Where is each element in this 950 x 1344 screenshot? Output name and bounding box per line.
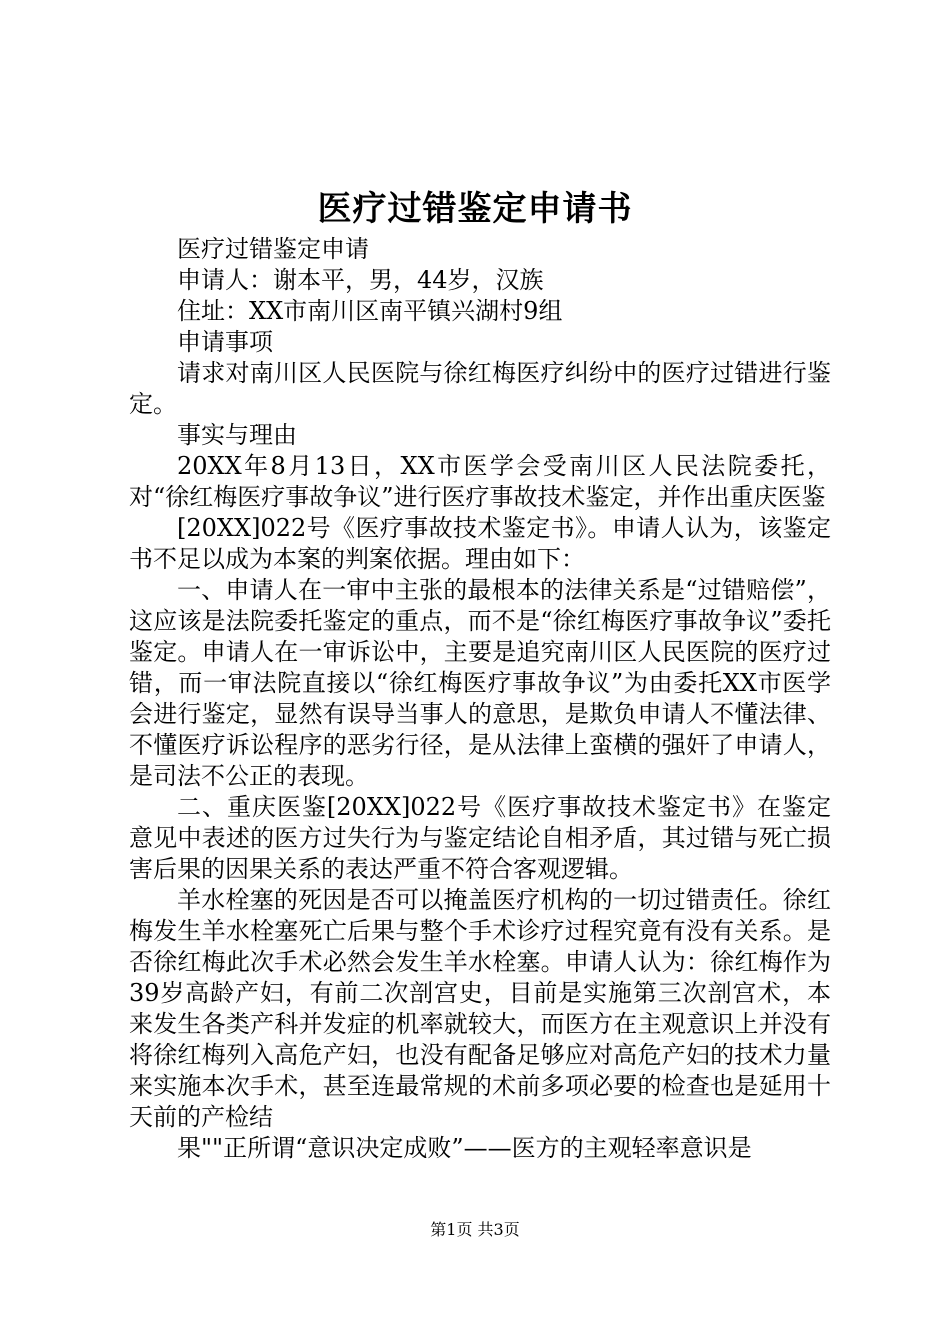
paragraph-reason-1: 一、申请人在一审中主张的最根本的法律关系是“过错赔偿”，这应该是法院委托鉴定的重点，而不是“徐红梅医疗事故争议”委托鉴定。申请人在一审诉讼中，主要是追究南川区人民医院的医疗过错，而一审法院直接以“徐红梅医疗事故争议”为由委托XX市医学会进行鉴定，显然有误导当事人的意思，是欺负申请人不懂法律、不懂医疗诉讼程序的恶劣行径，是从法律上蛮横的强奸了申请人，是司法不公正的表现。 (129, 576, 831, 790)
paragraph-reason-2: 二、重庆医鉴[20XX]022号《医疗事故技术鉴定书》在鉴定意见中表述的医方过失行为与鉴定结论自相矛盾，其过错与死亡损害后果的因果关系的表达严重不符合客观逻辑。 (129, 793, 831, 883)
document-body (129, 234, 831, 1164)
paragraph-reason-3: 羊水栓塞的死因是否可以掩盖医疗机构的一切过错责任。徐红梅发生羊水栓塞死亡后果与整个手术诊疗过程究竟有没有关系。是否徐红梅此次手术必然会发生羊水栓塞。申请人认为：徐红梅作为39岁高龄产妇，有前二次剖宫史，目前是实施第三次剖宫术，本来发生各类产科并发症的机率就较大，而医方在主观意识上并没有将徐红梅列入高危产妇，也没有配备足够应对高危产妇的技术力量来实施本次手术，甚至连最常规的术前多项必要的检查也是延用十天前的产检结 (129, 886, 831, 1131)
paragraph-facts-heading: 事实与理由 (177, 421, 297, 449)
paragraph-facts-2: [20XX]022号《医疗事故技术鉴定书》。申请人认为，该鉴定书不足以成为本案的判案依据。理由如下： (129, 514, 831, 573)
paragraph-heading: 医疗过错鉴定申请 (177, 235, 369, 263)
paragraph-request: 请求对南川区人民医院与徐红梅医疗纠纷中的医疗过错进行鉴定。 (129, 359, 831, 418)
paragraph-address: 住址：XX市南川区南平镇兴湖村9组 (177, 297, 563, 325)
paragraph-request-heading: 申请事项 (177, 328, 273, 356)
document-title: 医疗过错鉴定申请书 (317, 189, 633, 229)
paragraph-facts-1: 20XX年8月13日，XX市医学会受南川区人民法院委托，对“徐红梅医疗事故争议”进行医疗事故技术鉴定，并作出重庆医鉴 (129, 452, 831, 511)
paragraph-applicant: 申请人：谢本平，男，44岁，汉族 (177, 266, 544, 294)
page-number-footer: 第1页 共3页 (430, 1220, 520, 1239)
paragraph-reason-4: 果""正所谓“意识决定成败”——医方的主观轻率意识是 (177, 1134, 752, 1162)
